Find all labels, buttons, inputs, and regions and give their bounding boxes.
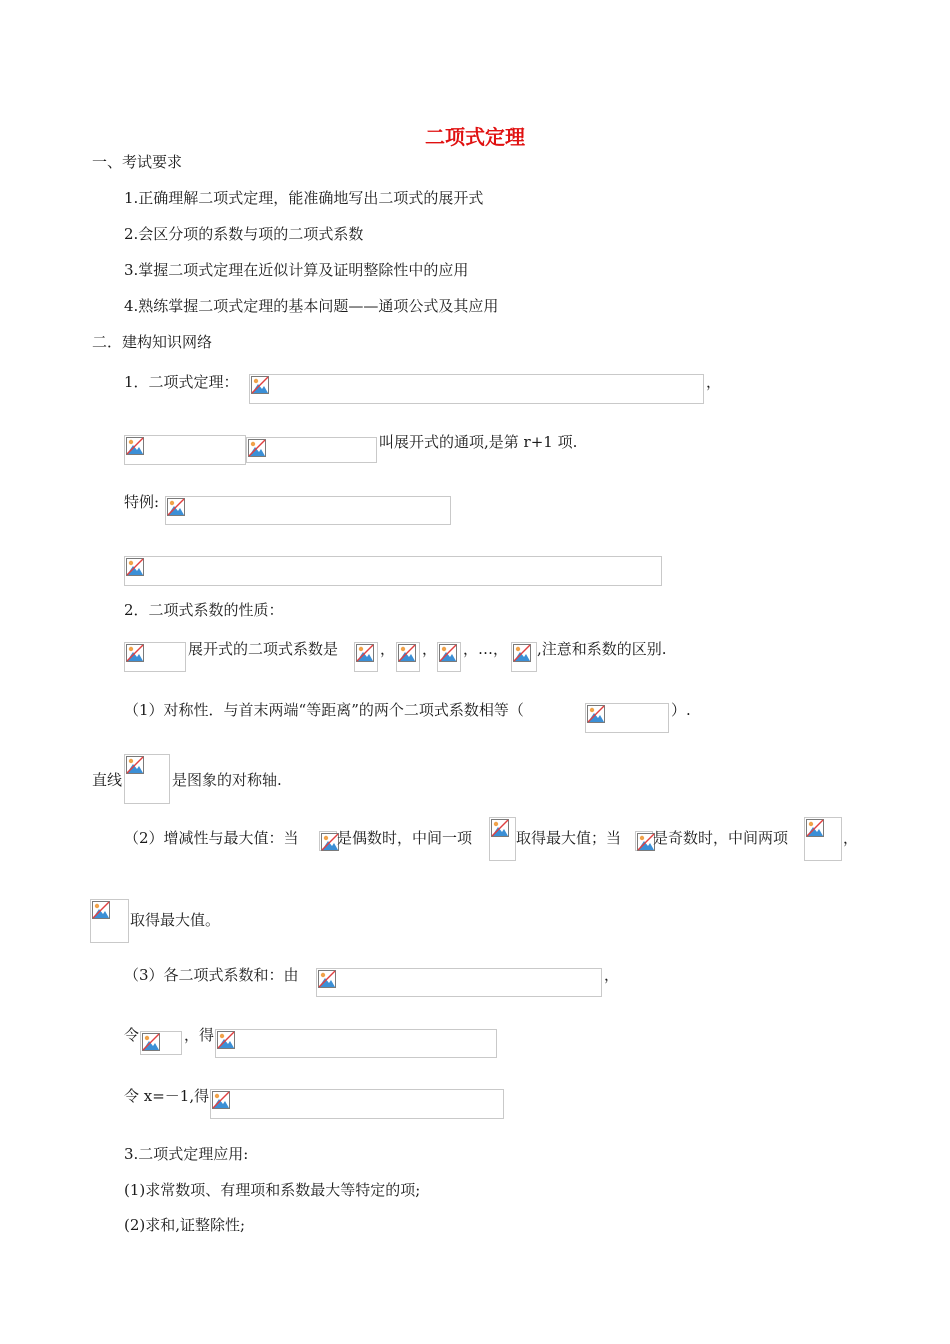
formula-image <box>511 642 537 672</box>
punctuation: ， <box>706 373 722 391</box>
text: 令 x=－1,得 <box>124 1087 210 1105</box>
requirement-item: 1.正确理解二项式定理，能准确地写出二项式的展开式 <box>124 189 484 207</box>
broken-image-icon <box>126 558 144 576</box>
text: ，得 <box>184 1026 215 1044</box>
punctuation: ）. <box>671 701 691 719</box>
formula-image <box>804 817 842 861</box>
requirement-item: 2.会区分项的系数与项的二项式系数 <box>124 225 364 243</box>
broken-image-icon <box>212 1091 230 1109</box>
section-heading: 二．建构知识网络 <box>92 333 213 351</box>
general-term-text: 叫展开式的通项,是第 r+1 项. <box>379 433 578 451</box>
property-text: （3）各二项式系数和：由 <box>124 966 299 984</box>
formula-image <box>215 1029 497 1058</box>
formula-image <box>316 968 602 997</box>
requirement-item: 3.掌握二项式定理在近似计算及证明整除性中的应用 <box>124 261 469 279</box>
formula-image <box>585 703 669 733</box>
punctuation: ， <box>380 640 396 658</box>
text: ,注意和系数的区别. <box>537 640 667 658</box>
text: 是图象的对称轴. <box>172 771 282 789</box>
broken-image-icon <box>439 644 457 662</box>
application-item: (2)求和,证整除性; <box>124 1216 246 1234</box>
broken-image-icon <box>491 819 509 837</box>
broken-image-icon <box>806 819 824 837</box>
broken-image-icon <box>126 756 144 774</box>
broken-image-icon <box>356 644 374 662</box>
paragraph-label: 1．二项式定理： <box>124 373 239 391</box>
text: 是奇数时，中间两项 <box>653 829 789 847</box>
formula-image <box>90 899 129 943</box>
text: 直线 <box>92 771 123 789</box>
broken-image-icon <box>126 437 144 455</box>
formula-image <box>165 496 451 525</box>
broken-image-icon <box>318 970 336 988</box>
text: 取得最大值；当 <box>516 829 622 847</box>
paragraph-label: 2．二项式系数的性质： <box>124 601 284 619</box>
formula-image <box>140 1031 182 1055</box>
broken-image-icon <box>587 705 605 723</box>
formula-image <box>210 1089 504 1119</box>
punctuation: ， <box>604 966 620 984</box>
formula-image <box>124 754 170 804</box>
formula-image <box>489 817 516 861</box>
special-case-label: 特例: <box>124 493 160 511</box>
property-text: （1）对称性．与首末两端“等距离”的两个二项式系数相等（ <box>124 701 524 719</box>
formula-image <box>437 642 461 672</box>
requirement-item: 4.熟练掌握二项式定理的基本问题——通项公式及其应用 <box>124 297 499 315</box>
text: 取得最大值。 <box>130 911 221 929</box>
paragraph-label: 3.二项式定理应用: <box>124 1145 249 1163</box>
broken-image-icon <box>513 644 531 662</box>
formula-image <box>246 437 377 463</box>
broken-image-icon <box>398 644 416 662</box>
text: 展开式的二项式系数是 <box>188 640 339 658</box>
text: 是偶数时，中间一项 <box>337 829 473 847</box>
text: 令 <box>124 1026 140 1044</box>
broken-image-icon <box>217 1031 235 1049</box>
formula-image <box>124 556 662 586</box>
punctuation: ， <box>422 640 438 658</box>
formula-image <box>124 642 186 672</box>
punctuation: ， <box>843 829 859 847</box>
formula-image <box>635 831 653 851</box>
section-heading: 一、考试要求 <box>92 153 183 171</box>
formula-image <box>124 435 246 465</box>
broken-image-icon <box>167 498 185 516</box>
broken-image-icon <box>126 644 144 662</box>
broken-image-icon <box>248 439 266 457</box>
punctuation: ，…， <box>463 640 509 658</box>
application-item: (1)求常数项、有理项和系数最大等特定的项; <box>124 1181 421 1199</box>
formula-image <box>396 642 420 672</box>
broken-image-icon <box>142 1033 160 1051</box>
broken-image-icon <box>251 376 269 394</box>
formula-image <box>319 831 337 851</box>
formula-image <box>249 374 704 404</box>
broken-image-icon <box>92 901 110 919</box>
property-text: （2）增减性与最大值：当 <box>124 829 299 847</box>
page-title: 二项式定理 <box>425 125 525 149</box>
formula-image <box>354 642 378 672</box>
